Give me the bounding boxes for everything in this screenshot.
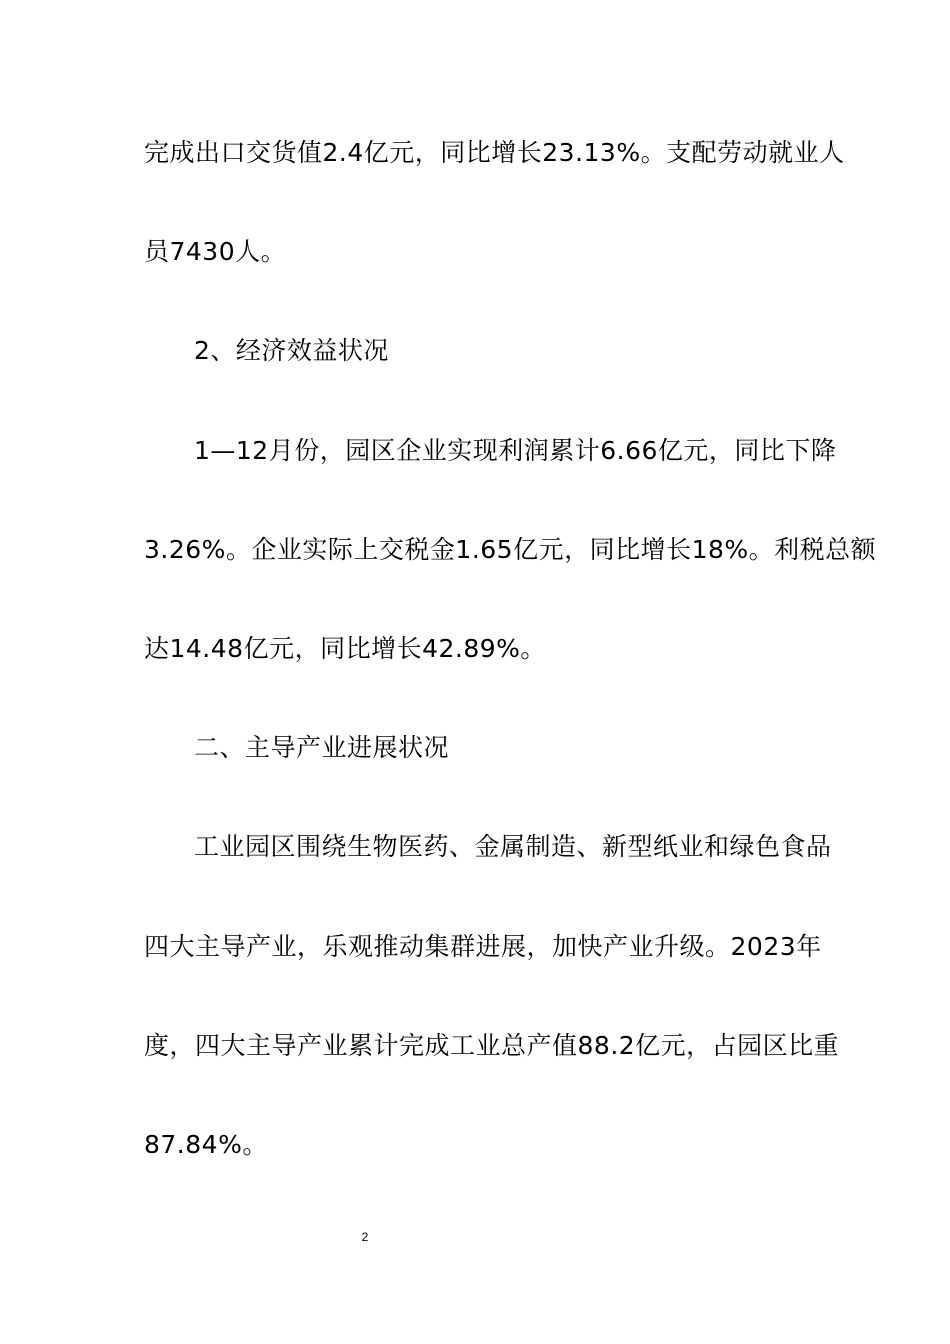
paragraph-line: 完成出口交货值2.4亿元，同比增长23.13%。支配劳动就业人 — [144, 138, 845, 167]
section-heading: 二、主导产业进展状况 — [194, 733, 450, 762]
paragraph-line: 四大主导产业，乐观推动集群进展，加快产业升级。2023年 — [144, 932, 822, 961]
paragraph-line: 1—12月份，园区企业实现利润累计6.66亿元，同比下降 — [194, 436, 837, 465]
page-number: 2 — [361, 1230, 369, 1244]
paragraph-line: 达14.48亿元，同比增长42.89%。 — [144, 634, 546, 663]
section-heading: 2、经济效益状况 — [194, 336, 389, 365]
paragraph-line: 度，四大主导产业累计完成工业总产值88.2亿元，占园区比重 — [144, 1031, 840, 1060]
paragraph-line: 3.26%。企业实际上交税金1.65亿元，同比增长18%。利税总额 — [144, 535, 877, 564]
paragraph-line: 工业园区围绕生物医药、金属制造、新型纸业和绿色食品 — [194, 832, 832, 861]
paragraph-line: 员7430人。 — [144, 237, 287, 266]
paragraph-line: 87.84%。 — [144, 1130, 268, 1159]
